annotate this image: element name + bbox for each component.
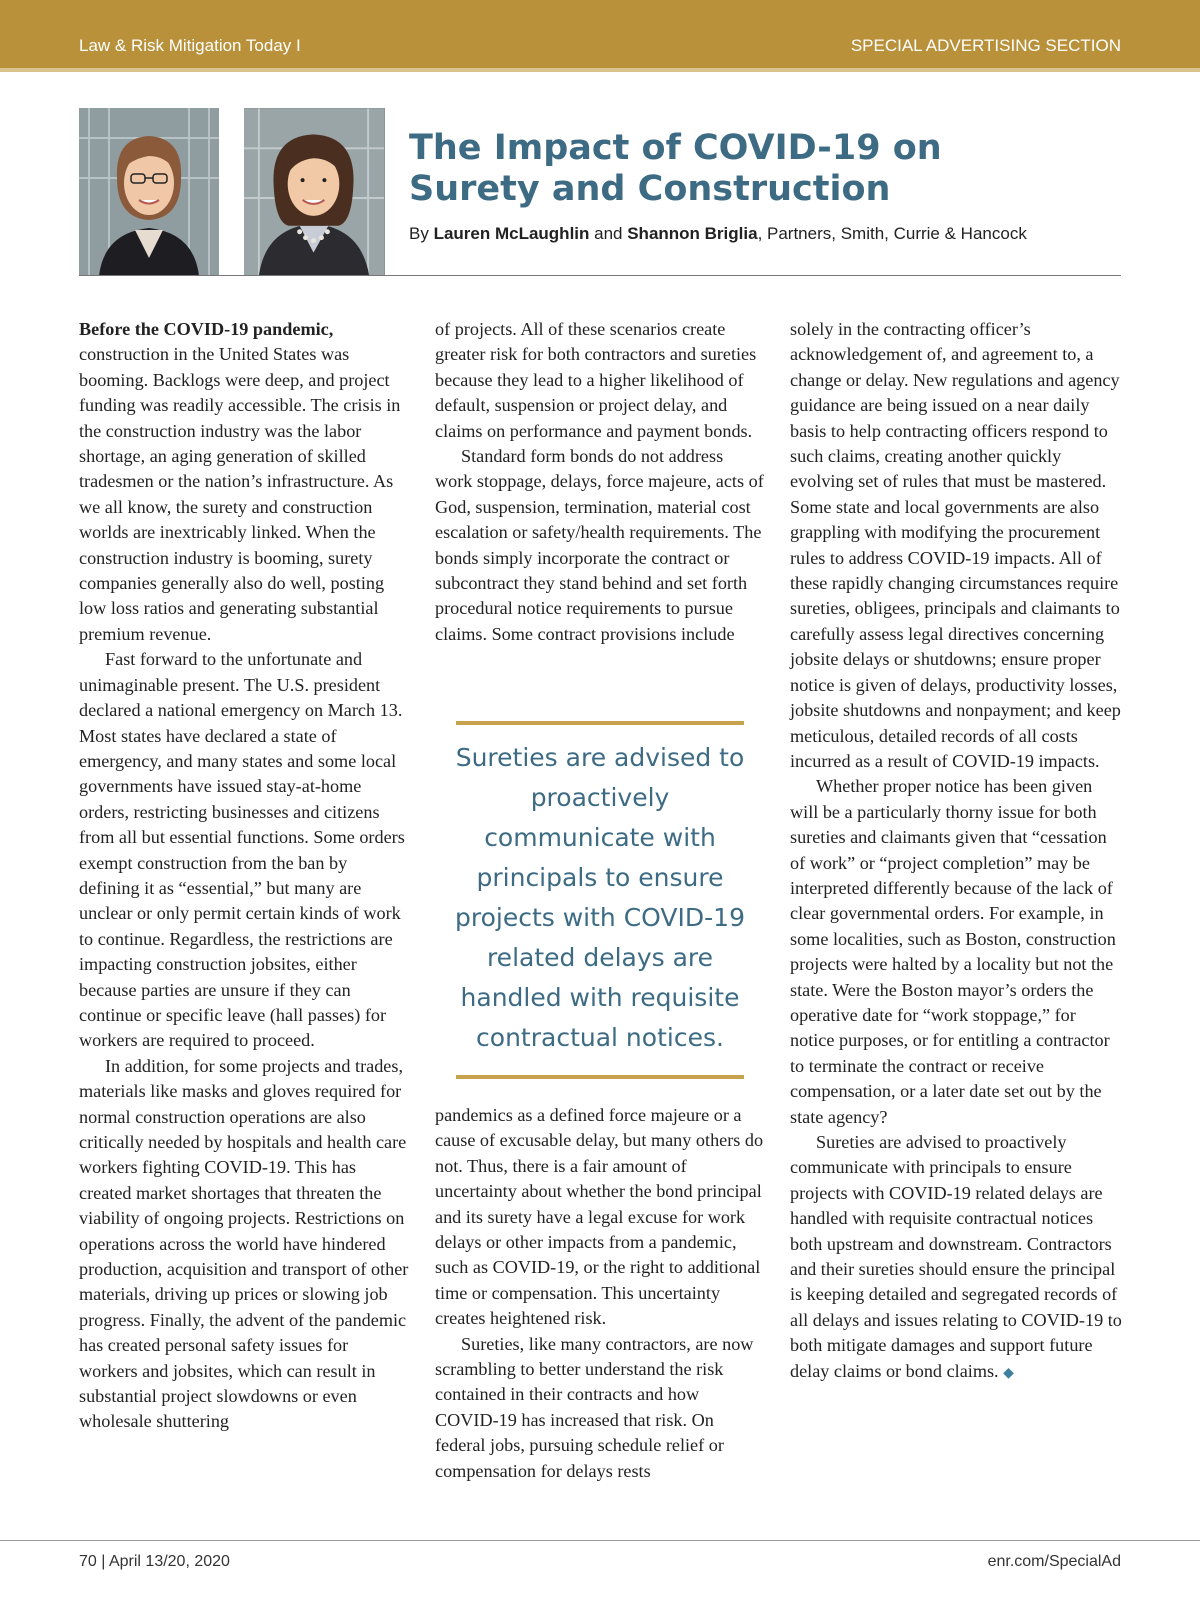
byline [409,224,1129,244]
paragraph-3-continued: of projects. All of these scenarios create greater risk for both contractors and sureties because they lead to a higher likelihood of default, suspension or project delay, and claims on performance and payment bonds. [435,319,757,441]
paragraph-4-continued: pandemics as a defined force majeure or a cause of excusable delay, but many others do not. Thus, there is a fair amount of uncertainty about whether the bond principal and its surety have a legal excuse for work delays or other impacts from a pandemic, such as COVID-19, or the right to additional time or compensation. This uncertainty creates heightened risk. [435,1105,764,1329]
header-rule [79,275,1121,276]
paragraph-1 [79,317,409,647]
publication-name: Law & Risk Mitigation Today I [79,36,301,55]
lead-in: Before the COVID-19 pandemic, [79,319,334,339]
header-bar [0,0,1200,68]
pull-quote-rule-top [456,721,744,725]
pull-quote: Sureties are advised to proactively communicate with principals to ensure projects with COVID-19 related delays are handled with requisite contractual notices. [455,743,745,1052]
byline-and: and [589,224,628,243]
paragraph-2: Fast forward to the unfortunate and unimaginable present. The U.S. president declared a national emergency on March 13. Most states have declared a state of emergency, and many states and some local governments have issued stay-at-home orders, restricting businesses and citizens from all but essential functions. Some orders exempt construction from the ban by defining it as “essential,” but many are unclear or only permit certain kinds of work to continue. Regardless, the restrictions are impacting construction jobsites, either because parties are unsure if they can continue or specific leave (hall passes) for workers are required to proceed. [79,649,405,1051]
title-line-1: The Impact of COVID-19 on [409,128,942,168]
paragraph-5: Sureties, like many contractors, are now scrambling to better understand the risk contained in their contracts and how COVID-19 has increased that risk. On federal jobs, pursuing schedule relief or compensation for delays rests [435,1333,754,1481]
byline-prefix: By [409,224,434,243]
author-2: Shannon Briglia [627,224,758,243]
column-2-bottom [435,1103,765,1484]
author-photo-shannon [244,108,385,276]
paragraph-7-text: Sureties are advised to proactively communicate with principals to ensure projects with COVID-19 related delays are handled with requisite contractual notices both upstream and downstream. Contractors and their sureties should ensure the principal is keeping detailed and segregated records of all delays and issues relating to COVID-19 to both mitigate damages and support future delay claims or bond claims. [790,1132,1122,1381]
author-1: Lauren McLaughlin [433,224,590,243]
footer-rule [0,1540,1200,1541]
pull-quote-rule-bottom [456,1075,744,1079]
column-2-top [435,317,765,647]
footer-url: enr.com/SpecialAd [987,1553,1121,1570]
section-label: SPECIAL ADVERTISING SECTION [850,36,1121,55]
paragraph-1-text: construction in the United States was booming. Backlogs were deep, and project funding was readily accessible. The crisis in the construction industry was the labor shortage, an aging generation of skilled tradesmen or the nation’s infrastructure. As we all know, the surety and construction worlds are inextricably linked. When the construction industry is booming, surety companies generally also do well, posting low loss ratios and generating substantial premium revenue. [79,344,401,644]
column-1 [79,317,409,1435]
paragraph-3: In addition, for some projects and trades, materials like masks and gloves required for normal construction operations are also critically needed by hospitals and health care workers fighting COVID-19. This has created market shortages that threaten the viability of ongoing projects. Restrictions on operations across the world have hindered production, acquisition and transport of other materials, driving up prices or slowing job progress. Finally, the advent of the pandemic has created personal safety issues for workers and jobsites, which can result in substantial project slowdowns or even wholesale shuttering [79,1055,409,1432]
end-mark-icon: ◆ [1003,1365,1014,1381]
paragraph-4: Standard form bonds do not address work stoppage, delays, force majeure, acts of God, suspension, termination, material cost escalation or safety/health requirements. The bonds simply incorporate the contract or subcontract they stand behind and set forth procedural notice requirements to pursue claims. Some contract provisions include [435,446,764,644]
page-info: 70 | April 13/20, 2020 [79,1553,230,1570]
paragraph-6: Whether proper notice has been given will be a particularly thorny issue for both sureties and claimants given that “cessation of work” or “project completion” may be interpreted differently because of the lack of clear governmental orders. For example, in some localities, such as Boston, construction projects were halted by a locality but not the state. Were the Boston mayor’s orders the operative date for “work stoppage,” for notice purposes, or for entitling a contractor to terminate the contract or receive compensation, or a later date set out by the state agency? [790,776,1116,1127]
paragraph-7 [790,1130,1122,1386]
article-title [409,128,1109,210]
author-photo-lauren [79,108,219,276]
paragraph-5-continued: solely in the contracting officer’s acknowledgement of, and agreement to, a change or delay. New regulations and agency guidance are being issued on a near daily basis to help contracting officers respond to such claims, creating another quickly evolving set of rules that must be mastered. Some state and local governments are also grappling with modifying the procurement rules to address COVID-19 impacts. All of these rapidly changing circumstances require sureties, obligees, principals and claimants to carefully assess legal directives concerning jobsite delays or shutdowns; ensure proper notice is given of delays, productivity losses, jobsite shutdowns and nonpayment; and keep meticulous, detailed records of all costs incurred as a result of COVID-19 impacts. [790,319,1121,771]
header-divider [0,68,1200,72]
title-line-2: Surety and Construction [409,169,891,209]
byline-suffix: , Partners, Smith, Currie & Hancock [757,224,1027,243]
column-3 [790,317,1122,1386]
